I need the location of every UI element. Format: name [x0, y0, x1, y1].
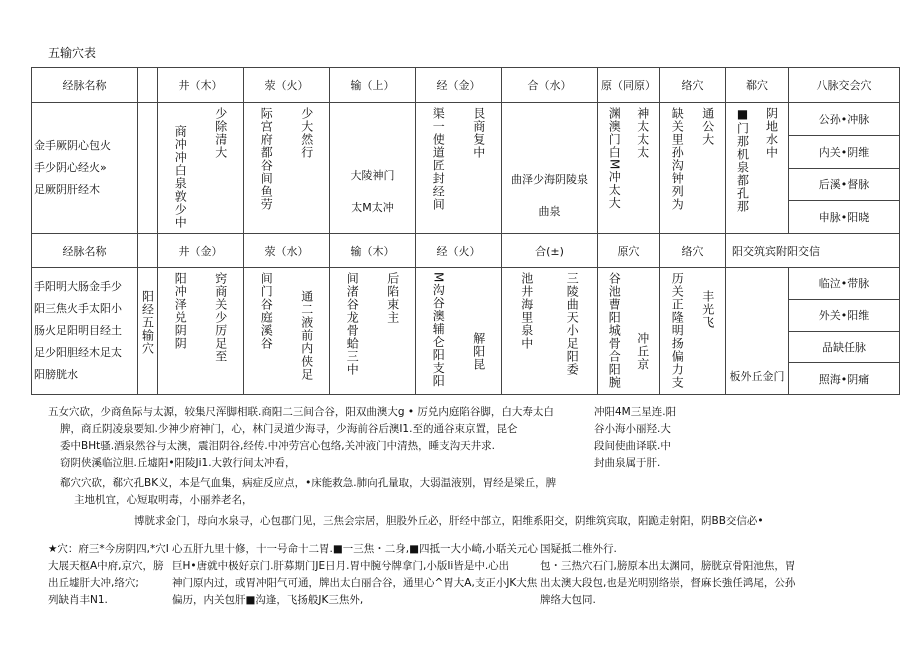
yang-luo-cell: 丰光飞 历关正隆明扬偏力支	[660, 268, 726, 395]
header-cell: 经（火）	[416, 234, 502, 268]
header-cell: 原穴	[598, 234, 660, 268]
yang-header-row	[32, 234, 900, 268]
yang-jing-fire-cell: 解阳昆 M沟谷澳辅仑阳支阳	[416, 268, 502, 395]
mnemonic-paragraph-1: 五女穴砍，少商鱼际与太源，较集尺浑脚相联.商阳二三间合谷，阳双曲澳大g • 厉兑内庭陷谷脚，白大寿太白 脾，商丘阴凌泉要知.少神少府神门，心，林门灵道少海寻，少海前谷后澳I1.至的通谷束京置，昆仑 委中BHt骚.酒泉然谷与太澳，震泪阴谷,经传.中冲劳宫心包络,关冲液门中清热，睡支沟天井求. 窃阴侠溪临泣胆.丘墟阳•阳陵Ji1.大敦行间太冲看，	[48, 406, 554, 469]
yin-jing-cell: 少除清大 商冲冲白泉敦少中	[158, 103, 244, 234]
yang-xi-cell: 板外丘金门	[726, 268, 789, 395]
yin-ying-cell: 少大然行 际宫府都谷间鱼劳	[244, 103, 330, 234]
yang-label-cell: 阳经五输穴	[138, 268, 158, 395]
yang-jing-cell: 窍商关少厉足至 阳冲泽兑阴阴	[158, 268, 244, 395]
header-cell: 原（同原）	[598, 68, 660, 103]
mnemonic-paragraph-3-left: ★穴：府三*今房阴四,*穴I 大展天枢A中府,京穴，膀 出丘墟肝大冲,络穴; 列缺肖丰N1.	[48, 543, 169, 606]
yang-channel-names: 手阳明大肠金手少 阳三焦火手太阳小 肠火足阳明目经土 足少阳胆经木足太 阳膀胱水	[32, 268, 138, 395]
yin-channel-names: 金手厥阴心包火 手少阴心经火» 足厥阴肝经木	[32, 103, 138, 234]
header-cell: 井（金）	[158, 234, 244, 268]
mnemonic-paragraph-2: 郗穴穴砍，郗穴孔BK义，本是气血集，病症反应点，•床能救急.肺向孔量取，大弱温液别，胃经是梁丘，脾 主地机宜，心短取明毒，小丽养老名， 博胱求金门，母向水泉寻，心包郡门见，三焦会宗居，胆股外丘必，肝经中部立，阳维系阳交，阴维筑宾取，阳跪走射阳，阴BB交信必•	[60, 477, 764, 527]
yang-yuan-cell: 冲丘京 谷池曹阳城骨合阳腕	[598, 268, 660, 395]
header-cell: 合(±)	[502, 234, 598, 268]
yin-yuan-cell: 神太太太 渊澳门白M冲太大	[598, 103, 660, 234]
table-title: 五输穴表	[48, 46, 97, 60]
header-cell: 经（金）	[416, 68, 502, 103]
yin-shu-cell: 大陵神门 太M太冲	[330, 103, 416, 234]
header-cell: 输（木）	[330, 234, 416, 268]
header-cell: 荥（火）	[244, 68, 330, 103]
header-cell: 络穴	[660, 234, 726, 268]
header-cell: 经脉名称	[32, 234, 138, 268]
yin-jing-metal-cell: 艮商复中 渠一使道匠封经间	[416, 103, 502, 234]
yin-body-row	[32, 103, 900, 234]
yang-bamai-cell: 临泣•带脉 外关•阳维 品缺任脉 照海•阴痛	[789, 268, 900, 395]
yang-body-row	[32, 268, 900, 395]
header-cell: 经脉名称	[32, 68, 138, 103]
yang-shu-cell: 后陷束主 间渚谷龙骨蛤三中	[330, 268, 416, 395]
mnemonic-paragraph-3-right: 国疑抵二椎外行. 包・三热穴石门,膀原本出太渊同，膀胱京骨阳池焦，胃 出太澳大段包,也是光明别络崇，督麻长強任鸿尾，公孙 牌络大包同.	[540, 543, 796, 606]
header-cell: 络穴	[660, 68, 726, 103]
header-cell: 输（上）	[330, 68, 416, 103]
yin-he-cell: 曲泽少海阴陵泉 曲泉	[502, 103, 598, 234]
five-shu-table	[31, 67, 900, 395]
yin-bamai-cell: 公孙•冲脉 内关•阴维 后溪•督脉 申脉•阳晓	[789, 103, 900, 234]
yang-ying-cell: 通二液前内侠足 间门谷庭溪谷	[244, 268, 330, 395]
yin-header-row	[32, 68, 900, 103]
header-cell: 阳交筑宾附阳交信	[726, 234, 900, 268]
header-cell: 合（水）	[502, 68, 598, 103]
mnemonic-paragraph-3-middle: 心五肝九里十修，十一号命十二胃.■一三焦・二身,■四抵一大小崎,小聒关元心 巨H•唐就中极好京门.肝募期门JE日月.胃中腕兮牌拿门,小版Ii皆是中.心出 神门原内过，或胃冲阳气可通，牌出太白丽合谷，通里心^胃大A,支正小JK大焦 偏历，内关包肝■沟逢，飞扬般JK三焦外,	[172, 543, 538, 606]
mnemonic-paragraph-1-right: 冲阳4M三星连.阳 谷小海小丽羟.大 段间使曲译联.中 封曲泉属于肝.	[594, 406, 677, 469]
header-cell: 郗穴	[726, 68, 789, 103]
header-cell: 井（木）	[158, 68, 244, 103]
header-cell: 荥（水）	[244, 234, 330, 268]
yang-he-cell: 三陵曲天小足阳委 池井海里泉中	[502, 268, 598, 395]
yin-luo-cell: 通公大 缺关里孙沟钟列为	[660, 103, 726, 234]
yin-xi-cell: 阴地水中 ■门那机泉都孔那	[726, 103, 789, 234]
header-cell: 八脉交会穴	[789, 68, 900, 103]
